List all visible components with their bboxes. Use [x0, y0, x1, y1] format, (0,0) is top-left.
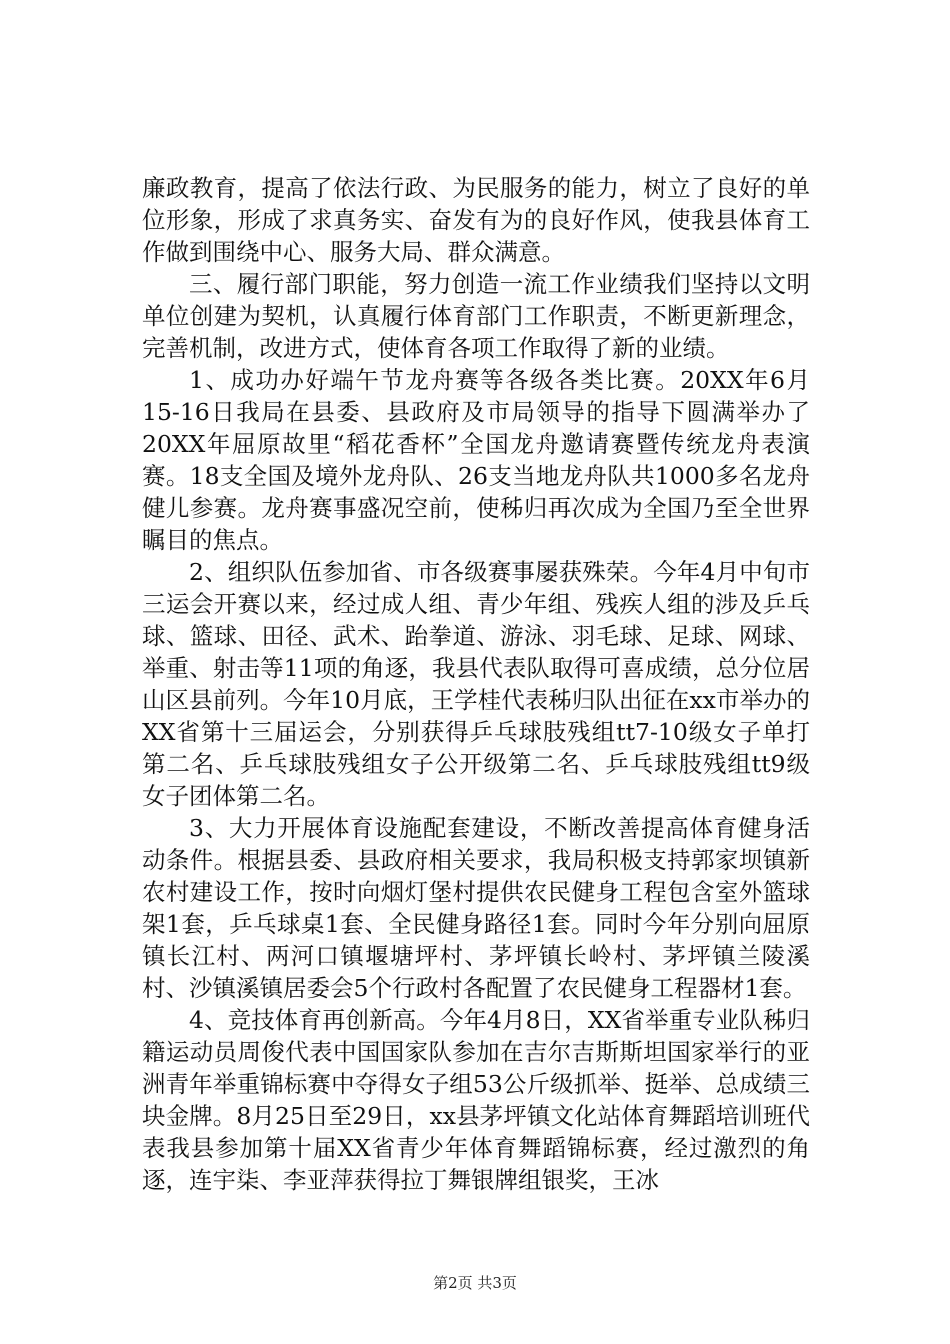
- paragraph-item-1: 1、成功办好端午节龙舟赛等各级各类比赛。20XX年6月15-16日我局在县委、县政府及市局领导的指导下圆满举办了20XX年屈原故里“稻花香杯”全国龙舟邀请赛暨传统龙舟表演赛。18支全国及境外龙舟队、26支当地龙舟队共1000多名龙舟健儿参赛。龙舟赛事盛况空前，使秭归再次成为全国乃至全世界瞩目的焦点。: [142, 366, 810, 554]
- paragraph-item-3: 3、大力开展体育设施配套建设，不断改善提高体育健身活动条件。根据县委、县政府相关要求，我局积极支持郭家坝镇新农村建设工作，按时向烟灯堡村提供农民健身工程包含室外篮球架1套，乒乓球桌1套、全民健身路径1套。同时今年分别向屈原镇长江村、两河口镇堰塘坪村、茅坪镇长岭村、茅坪镇兰陵溪村、沙镇溪镇居委会5个行政村各配置了农民健身工程器材1套。: [142, 814, 810, 1002]
- paragraph-item-4: 4、竞技体育再创新高。今年4月8日，XX省举重专业队秭归籍运动员周俊代表中国国家队参加在吉尔吉斯斯坦国家举行的亚洲青年举重锦标赛中夺得女子组53公斤级抓举、挺举、总成绩三块金牌。8月25日至29日，xx县茅坪镇文化站体育舞蹈培训班代表我县参加第十届XX省青少年体育舞蹈锦标赛，经过激烈的角逐，连宇柒、李亚萍获得拉丁舞银牌组银奖，王冰: [142, 1006, 810, 1194]
- paragraph-section-three: 三、履行部门职能，努力创造一流工作业绩我们坚持以文明单位创建为契机，认真履行体育部门工作职责，不断更新理念，完善机制，改进方式，使体育各项工作取得了新的业绩。: [142, 270, 810, 362]
- paragraph-continuation: 廉政教育，提高了依法行政、为民服务的能力，树立了良好的单位形象，形成了求真务实、奋发有为的良好作风，使我县体育工作做到围绕中心、服务大局、群众满意。: [142, 174, 810, 266]
- page-footer: 第2页 共3页: [433, 1274, 517, 1292]
- paragraph-item-2: 2、组织队伍参加省、市各级赛事屡获殊荣。今年4月中旬市三运会开赛以来，经过成人组、青少年组、残疾人组的涉及乒乓球、篮球、田径、武术、跆拳道、游泳、羽毛球、足球、网球、举重、射击等11项的角逐，我县代表队取得可喜成绩，总分位居山区县前列。今年10月底，王学桂代表秭归队出征在xx市举办的XX省第十三届运会，分别获得乒乓球肢残组tt7-10级女子单打第二名、乒乓球肢残组女子公开级第二名、乒乓球肢残组tt9级女子团体第二名。: [142, 558, 810, 810]
- document-body: [142, 172, 810, 1196]
